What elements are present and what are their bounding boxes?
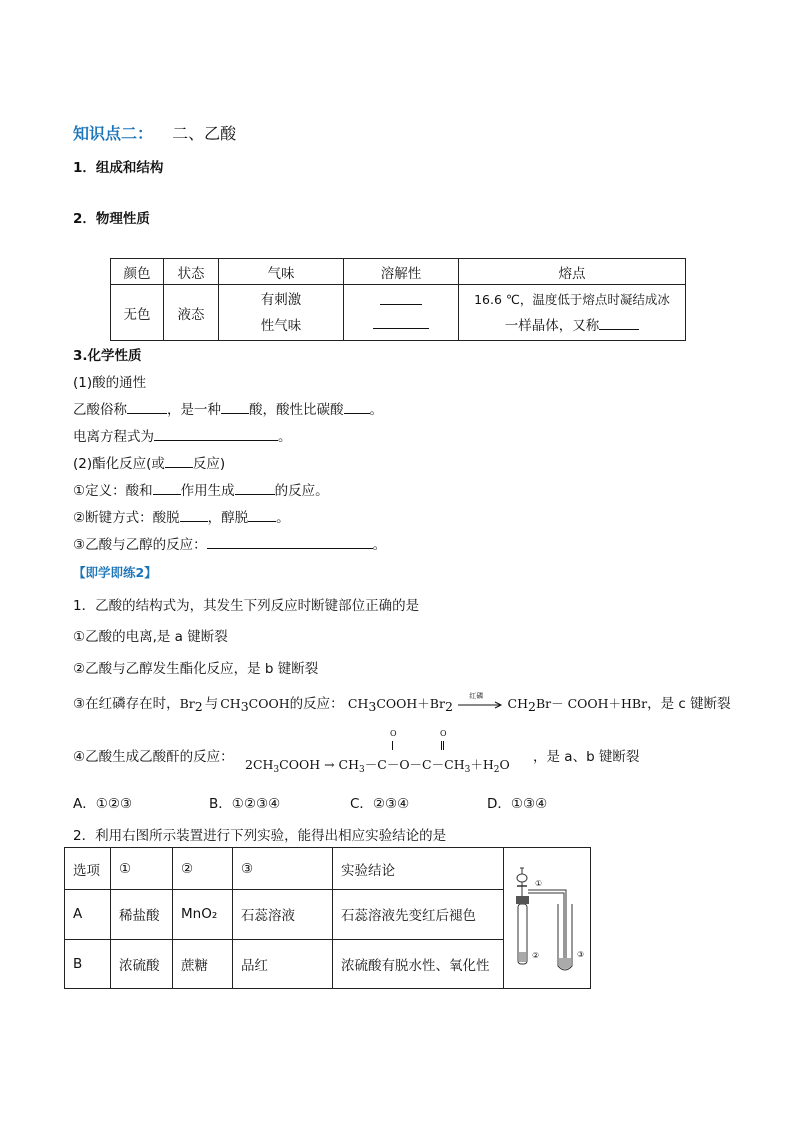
blank[interactable]	[248, 509, 276, 522]
formula-sub: 3	[464, 765, 471, 775]
blank[interactable]	[165, 455, 193, 468]
q1-option-2: ②乙酸与乙醇发生酯化反应，是 b 键断裂	[73, 661, 319, 677]
formula: Br	[179, 696, 195, 711]
line-ionization	[73, 425, 292, 445]
blank[interactable]	[344, 401, 370, 414]
formula-sub: 3	[359, 765, 365, 775]
carbonyl-oxygen-1: O	[390, 729, 397, 738]
header-reagent-2: ②	[173, 848, 233, 890]
double-bond-mark	[441, 741, 442, 750]
header-smell: 气味	[219, 259, 344, 285]
text: 反应)	[192, 456, 226, 472]
double-bond-mark	[392, 741, 393, 750]
formula: CH	[347, 696, 369, 711]
text: 电离方程式为	[73, 429, 154, 445]
line-reaction	[73, 533, 386, 553]
formula-sub: 3	[368, 699, 377, 714]
text: 酸，酸性比碳酸	[249, 402, 344, 418]
text: (2)酯化反应(或	[73, 456, 165, 472]
cell-reagent-1: 稀盐酸	[111, 890, 173, 939]
choice-d[interactable]: D．①③④	[487, 796, 548, 812]
formula: O	[499, 757, 510, 772]
heading-chemical: 3.化学性质	[73, 348, 142, 364]
text: 。	[276, 510, 290, 526]
cell-option-a: A	[65, 890, 111, 939]
q1-option-4-label: ④乙酸生成乙酸酐的反应：	[73, 749, 234, 765]
apparatus-diagram	[504, 848, 590, 984]
cell-smell	[219, 285, 344, 341]
cell-conclusion: 浓硫酸有脱水性、氧化性	[333, 939, 504, 988]
text: ②断键方式：酸脱	[73, 510, 180, 526]
apparatus-label-1: ①	[535, 879, 543, 888]
experiment-table	[64, 847, 591, 989]
cell-conclusion: 石蕊溶液先变红后褪色	[333, 890, 504, 939]
blank[interactable]	[235, 482, 275, 495]
cell-reagent-2: 蔗糖	[173, 939, 233, 988]
blank[interactable]	[180, 509, 208, 522]
line-esterification	[73, 452, 225, 472]
blank[interactable]	[207, 536, 373, 549]
header-option: 选项	[65, 848, 111, 890]
formula-sub: 2	[444, 699, 453, 714]
blank[interactable]	[221, 401, 249, 414]
carbonyl-oxygen-2: O	[440, 729, 447, 738]
text: ，是 c 键断裂	[647, 696, 731, 712]
formula: ＋H	[470, 757, 494, 772]
line-bond-breaking	[73, 506, 290, 526]
cell-smell-line2: 性气味	[260, 317, 302, 334]
cell-option-b: B	[65, 939, 111, 988]
formula: CH	[220, 696, 241, 711]
text: 作用生成	[180, 483, 235, 499]
text: 乙酸俗称	[73, 402, 127, 418]
formula: COOH＋Br	[376, 696, 445, 711]
header-conclusion: 实验结论	[333, 848, 504, 890]
subheading-acid: (1)酸的通性	[73, 375, 147, 391]
line-definition	[73, 479, 329, 499]
cell-smell-line1: 有刺激	[260, 291, 302, 308]
text: ，是一种	[167, 402, 221, 418]
cell-reagent-1: 浓硫酸	[111, 939, 173, 988]
text: 与	[204, 696, 219, 712]
formula: COOH	[248, 696, 290, 711]
formula-sub: 3	[273, 765, 280, 775]
physical-properties-table	[110, 258, 686, 341]
table-header-row	[65, 848, 591, 890]
formula-sub: 2	[527, 699, 536, 714]
header-reagent-3: ③	[233, 848, 333, 890]
arrow-icon	[457, 697, 503, 711]
text: 。	[372, 537, 387, 553]
cell-state: 液态	[164, 285, 219, 341]
q1-option-3	[73, 692, 731, 714]
text: 的反应。	[274, 483, 329, 499]
apparatus-label-2: ②	[532, 951, 540, 960]
blank[interactable]	[373, 316, 429, 329]
choice-c[interactable]: C．②③④	[350, 796, 410, 812]
text: ，醇脱	[207, 510, 249, 526]
formula: CH	[507, 696, 528, 711]
section-label: 知识点二：	[73, 124, 154, 143]
header-reagent-1: ①	[111, 848, 173, 890]
q1-option-1: ①乙酸的电离,是 a 键断裂	[73, 629, 228, 645]
text: ①定义：酸和	[73, 483, 153, 499]
blank[interactable]	[380, 292, 422, 305]
cell-reagent-2: MnO₂	[173, 890, 233, 939]
cell-color: 无色	[111, 285, 164, 341]
text: 。	[369, 402, 383, 418]
apparatus-label-3: ③	[577, 950, 585, 959]
table-header-row	[111, 259, 686, 285]
reaction-arrow	[457, 692, 503, 711]
choice-b[interactable]: B．①②③④	[209, 796, 281, 812]
formula: Br－ COOH＋HBr	[535, 696, 648, 711]
blank[interactable]	[127, 401, 167, 414]
cell-reagent-3: 石蕊溶液	[233, 890, 333, 939]
line-common-name	[73, 398, 383, 418]
formula: 2CH	[245, 757, 274, 772]
header-state: 状态	[164, 259, 219, 285]
melting-line1: 16.6 ℃，温度低于熔点时凝结成冰	[474, 291, 670, 307]
text: ③乙酸与乙醇的反应：	[73, 537, 207, 553]
formula: －C－O－C－CH	[364, 757, 465, 772]
section-heading	[73, 121, 236, 144]
text: 的反应：	[289, 696, 344, 712]
anhydride-equation	[245, 755, 510, 775]
choice-a[interactable]: A．①②③	[73, 796, 133, 812]
q1-option-4-tail: ，是 a、b 键断裂	[533, 749, 640, 765]
cell-reagent-3: 品红	[233, 939, 333, 988]
blank[interactable]	[154, 428, 278, 441]
formula: COOH → CH	[279, 757, 360, 772]
practice-title: 【即学即练2】	[73, 565, 157, 580]
heading-composition: 1．组成和结构	[73, 160, 164, 176]
formula-sub: 3	[240, 699, 249, 714]
header-color: 颜色	[111, 259, 164, 285]
cell-solubility	[344, 285, 459, 341]
melting-line2: 一样晶体，又称	[504, 317, 600, 334]
section-title: 二、乙酸	[172, 124, 237, 143]
cell-melting-point	[459, 285, 686, 341]
catalyst-label: 红磷	[469, 692, 484, 700]
double-bond-mark	[443, 741, 444, 750]
header-solubility: 溶解性	[344, 259, 459, 285]
q1-stem: 1．乙酸的结构式为，其发生下列反应时断键部位正确的是	[73, 598, 420, 614]
formula-sub: 2	[194, 699, 203, 714]
q2-stem: 2．利用右图所示装置进行下列实验，能得出相应实验结论的是	[73, 828, 447, 844]
text: ③在红磷存在时，	[73, 696, 180, 712]
table-row	[111, 285, 686, 341]
blank[interactable]	[599, 317, 639, 330]
blank[interactable]	[153, 482, 181, 495]
text: 。	[278, 429, 292, 445]
heading-physical: 2．物理性质	[73, 211, 150, 227]
formula-sub: 2	[493, 765, 500, 775]
header-melting-point: 熔点	[459, 259, 686, 285]
apparatus-cell	[504, 848, 591, 989]
